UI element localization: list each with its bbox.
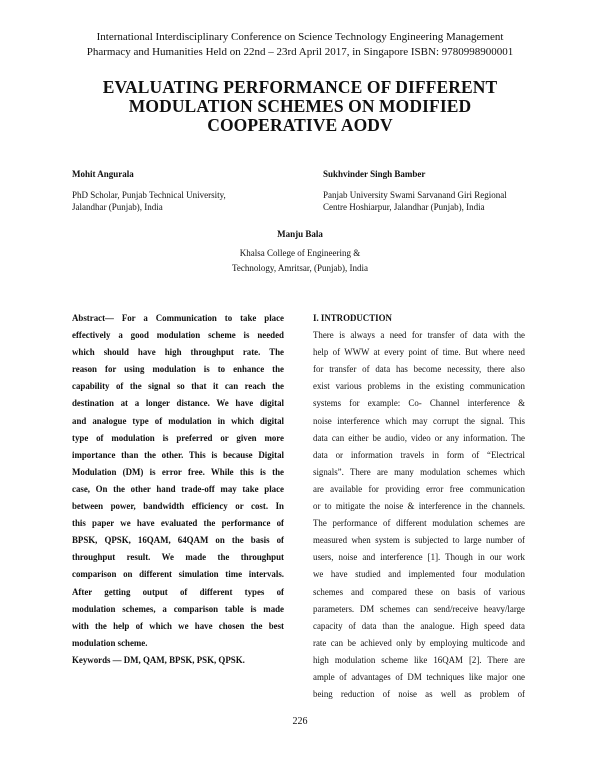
affiliation-line: Khalsa College of Engineering & bbox=[239, 248, 361, 258]
title-line-3: COOPERATIVE AODV bbox=[207, 115, 393, 135]
intro-line: capacity of data than the analogue. High speed data bbox=[313, 620, 525, 631]
author-block-2 bbox=[323, 168, 507, 213]
conference-header-line-2: Pharmacy and Humanities Held on 22nd – 23rd April 2017, in Singapore ISBN: 9780998900001 bbox=[86, 46, 514, 58]
author-affiliation bbox=[72, 189, 226, 213]
author-name: Sukhvinder Singh Bamber bbox=[323, 169, 426, 179]
abstract-line: Modulation (DM) is error free. While this is the bbox=[72, 466, 284, 477]
intro-line: signals”. There are many modulation schemes which bbox=[313, 466, 525, 477]
abstract-line: type of modulation is preferred or given more bbox=[72, 432, 284, 443]
author-name: Manju Bala bbox=[277, 229, 323, 239]
intro-line: rate can be achieved only by employing multicode and bbox=[313, 637, 525, 648]
intro-line: being reduction of noise as well as problem of bbox=[313, 689, 525, 700]
abstract-line: BPSK, QPSK, 16QAM, 64QAM on the basis of bbox=[72, 535, 284, 546]
abstract-line: reason for using modulation is to enhance the bbox=[72, 364, 284, 375]
abstract-line: capability of the signal so that it can reach the bbox=[72, 381, 284, 392]
abstract-line: which should have high throughput rate. The bbox=[72, 347, 284, 358]
abstract-line: effectively a good modulation scheme is needed bbox=[72, 330, 284, 341]
abstract-line: throughput result. We made the throughput bbox=[72, 552, 284, 563]
title-line-2: MODULATION SCHEMES ON MODIFIED bbox=[128, 96, 472, 116]
intro-line: are available for providing error free communication bbox=[313, 483, 525, 494]
intro-line: data or information travels in form of “Electrical bbox=[313, 449, 525, 460]
abstract-line: with the help of which we have chosen the best bbox=[72, 620, 284, 631]
section-heading: I. INTRODUCTION bbox=[313, 313, 392, 323]
abstract-line: Abstract— For a Communication to take place bbox=[72, 313, 284, 323]
abstract-line: modulation schemes, a comparison table is made bbox=[72, 603, 284, 614]
intro-line: high modulation scheme like 16QAM [2]. There are bbox=[313, 654, 525, 665]
abstract-line: importance than the other. This is because Digital bbox=[72, 449, 284, 460]
page-number: 226 bbox=[292, 716, 308, 727]
intro-line: The performance of different modulation schemes are bbox=[313, 518, 525, 529]
author-affiliation bbox=[0, 246, 600, 276]
abstract-line: comparison on different simulation time intervals. bbox=[72, 569, 284, 580]
intro-line: for transfer of data has become necessity, there also bbox=[313, 364, 525, 375]
affiliation-line: Centre Hoshiarpur, Jalandhar (Punjab), India bbox=[323, 202, 485, 212]
affiliation-line: Panjab University Swami Sarvanand Giri Regional bbox=[323, 190, 507, 200]
abstract-line: case, On the other hand trade-off may take place bbox=[72, 483, 284, 494]
abstract-line: After getting output of different types of bbox=[72, 586, 284, 597]
intro-line: systems for example: Co- Channel interference & bbox=[313, 398, 525, 409]
abstract-line: modulation scheme. bbox=[72, 637, 148, 648]
intro-line: ample of advantages of DM techniques like major one bbox=[313, 671, 525, 682]
intro-line: noise interference which may corrupt the signal. This bbox=[313, 415, 525, 426]
abstract-column bbox=[72, 310, 284, 669]
abstract-line: destination at a longer distance. We have digital bbox=[72, 398, 284, 409]
title-line-1: EVALUATING PERFORMANCE OF DIFFERENT bbox=[102, 77, 498, 97]
affiliation-line: PhD Scholar, Punjab Technical University, bbox=[72, 190, 226, 200]
affiliation-line: Jalandhar (Punjab), India bbox=[72, 202, 163, 212]
intro-line: we have studied and implemented four modulation bbox=[313, 569, 525, 580]
author-block-3 bbox=[0, 228, 600, 276]
author-name: Mohit Angurala bbox=[72, 169, 134, 179]
intro-line: help of WWW at every point of time. But where need bbox=[313, 347, 525, 358]
conference-header-line-1: International Interdisciplinary Conference on Science Technology Engineering Management bbox=[96, 31, 504, 43]
abstract-line: this paper we have evaluated the performance of bbox=[72, 518, 284, 529]
intro-line: There is always a need for transfer of data with the bbox=[313, 330, 525, 341]
intro-line: measured when system is subjected to large number of bbox=[313, 535, 525, 546]
intro-line: data can either be audio, video or any information. The bbox=[313, 432, 525, 443]
conference-header bbox=[50, 30, 550, 60]
intro-line: users, noise and interference [1]. Though in our work bbox=[313, 552, 525, 563]
intro-line: parameters. DM schemes can send/receive heavy/large bbox=[313, 603, 525, 614]
affiliation-line: Technology, Amritsar, (Punjab), India bbox=[232, 263, 368, 273]
introduction-column bbox=[313, 310, 525, 703]
intro-line: exist various problems in the existing communication bbox=[313, 381, 525, 392]
abstract-line: between power, bandwidth efficiency or cost. In bbox=[72, 501, 284, 512]
abstract-line: and analogue type of modulation in which digital bbox=[72, 415, 284, 426]
keywords: Keywords — DM, QAM, BPSK, PSK, QPSK. bbox=[72, 654, 245, 665]
author-block-1 bbox=[72, 168, 226, 213]
author-affiliation bbox=[323, 189, 507, 213]
paper-title bbox=[60, 78, 540, 135]
intro-line: schemes and compared these on basis of various bbox=[313, 586, 525, 597]
intro-line: or to mitigate the noise & interference in the channels. bbox=[313, 501, 525, 512]
